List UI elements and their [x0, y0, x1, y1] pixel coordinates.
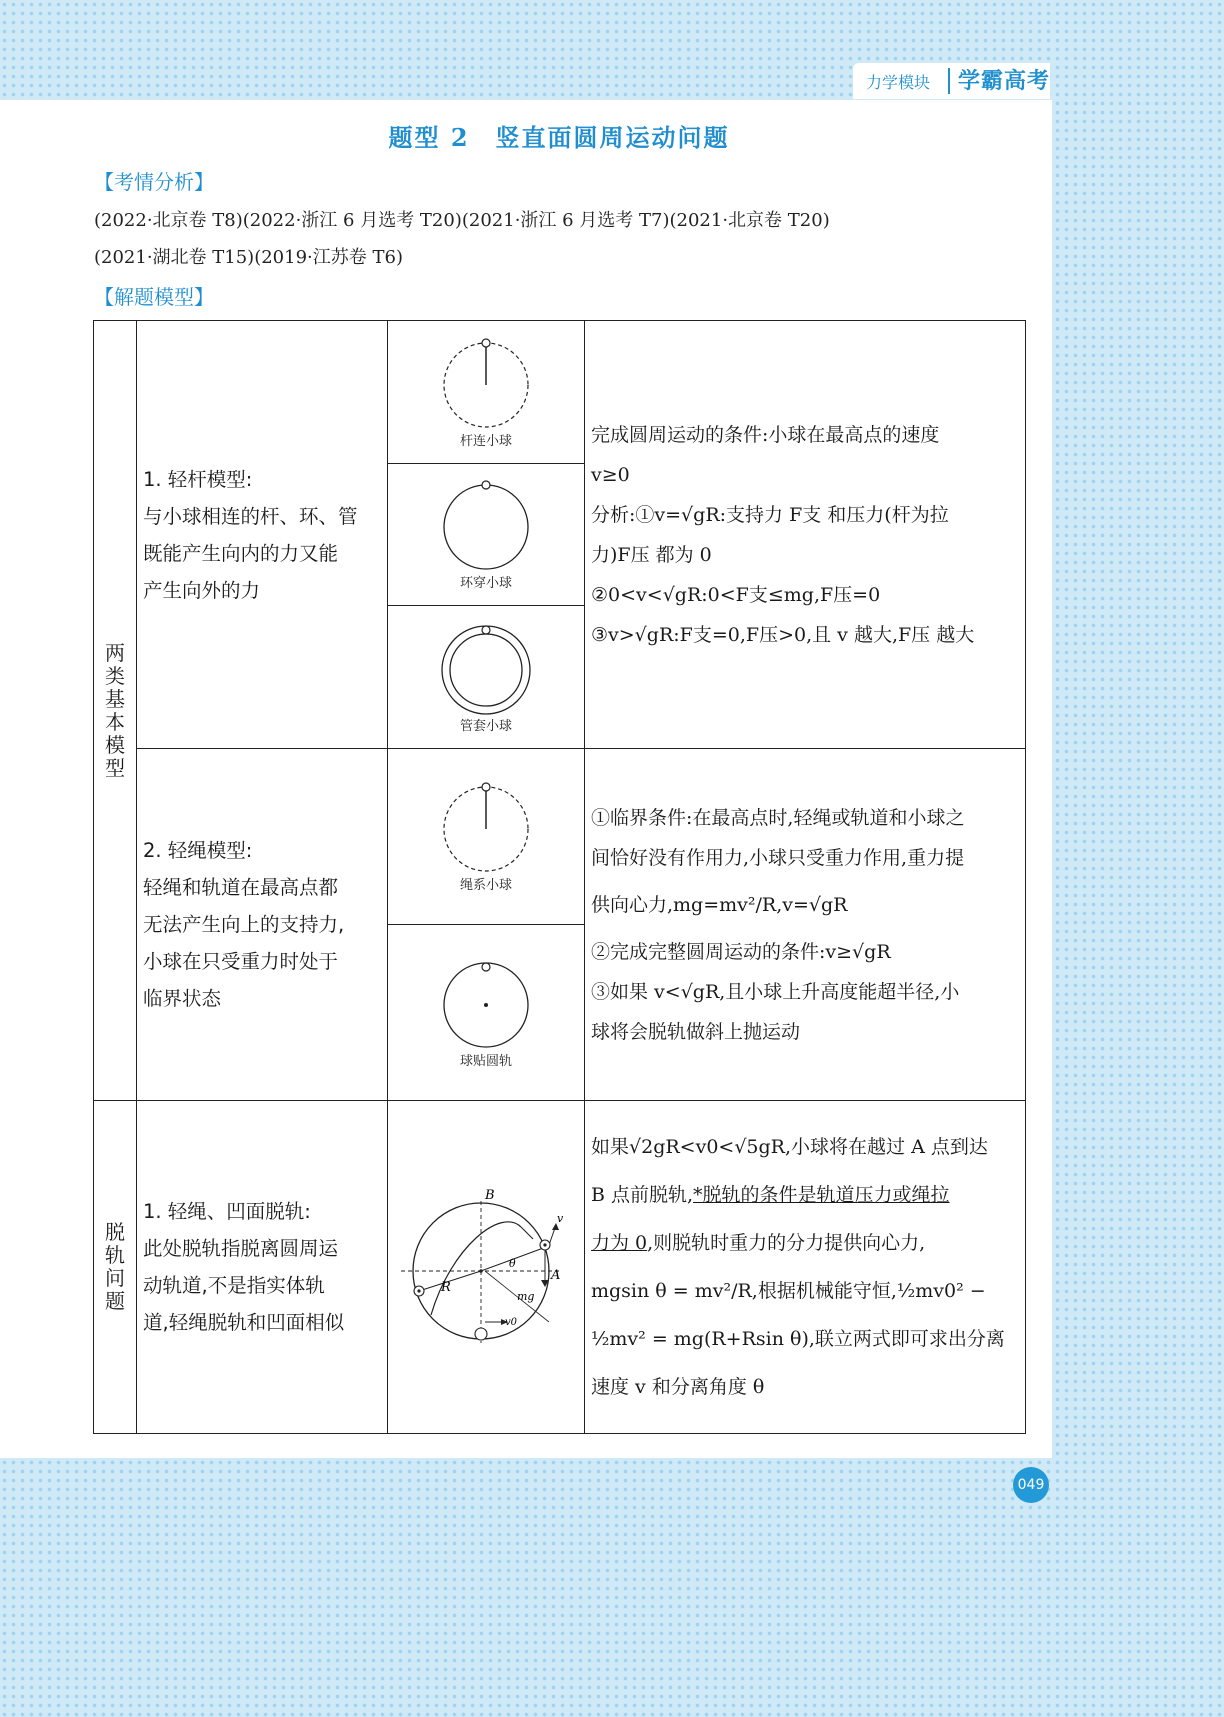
model-table — [93, 320, 1026, 1434]
rod-model-text-1: 与小球相连的杆、环、管 — [143, 504, 358, 528]
exam-refs-line-2: (2021·湖北卷 T15)(2019·江苏卷 T6) — [94, 247, 403, 268]
category-basic-models-label: 两类基本模型 — [105, 640, 125, 780]
derailment-description — [137, 1101, 388, 1434]
derail-analysis-line-3b: ,则脱轨时重力的分力提供向心力, — [647, 1232, 926, 1254]
section-analysis-heading: 【考情分析】 — [94, 170, 214, 194]
rope-ball-diagram — [431, 780, 541, 876]
derailment-diagram — [401, 1187, 571, 1347]
figure-rod-ball — [388, 321, 585, 464]
category-derailment-label: 脱轨问题 — [105, 1220, 125, 1313]
rod-model-title: 1. 轻杆模型: — [143, 467, 253, 491]
figure-ring-ball — [388, 464, 585, 606]
rope-analysis-line-5: ③如果 v<√gR,且小球上升高度能超半径,小 — [591, 980, 960, 1003]
rope-analysis-line-2: 间恰好没有作用力,小球只受重力作用,重力提 — [591, 846, 965, 869]
rod-analysis-line-4: 力)F压 都为 0 — [591, 543, 712, 566]
figure-derailment — [388, 1101, 585, 1434]
rod-model-text-3: 产生向外的力 — [143, 578, 261, 602]
derail-condition-highlight-a: *脱轨的条件是轨道压力或绳拉 — [693, 1184, 950, 1206]
rope-analysis-line-1: ①临界条件:在最高点时,轻绳或轨道和小球之 — [591, 806, 965, 829]
rod-analysis-line-6: ③v>√gR:F支=0,F压>0,且 v 越大,F压 越大 — [591, 623, 975, 646]
derailment-title: 1. 轻绳、凹面脱轨: — [143, 1200, 311, 1223]
rod-analysis-line-3: 分析:①v=√gR:支持力 F支 和压力(杆为拉 — [591, 503, 949, 526]
figure-rope-ball — [388, 749, 585, 925]
label-B: B — [485, 1188, 495, 1203]
derail-analysis-line-1: 如果√2gR<v0<√5gR,小球将在越过 A 点到达 — [591, 1136, 988, 1158]
label-mg: mg — [517, 1290, 535, 1303]
rod-analysis-line-5: ②0<v<√gR:0<F支≤mg,F压=0 — [591, 583, 881, 606]
caption-track-ball: 球贴圆轨 — [459, 1054, 512, 1069]
derail-analysis-line-2 — [591, 1171, 1021, 1219]
section-model-heading: 【解题模型】 — [94, 285, 214, 309]
category-derailment — [94, 1101, 137, 1434]
derailment-text-1: 此处脱轨指脱离圆周运 — [143, 1237, 339, 1260]
category-basic-models — [94, 321, 137, 1101]
caption-ring-ball: 环穿小球 — [459, 576, 512, 591]
derailment-text-3: 道,轻绳脱轨和凹面相似 — [143, 1311, 345, 1334]
ring-ball-diagram — [431, 478, 541, 574]
rope-model-text-1: 轻绳和轨道在最高点都 — [143, 876, 339, 899]
derail-analysis-line-4: mgsin θ = mv²/R,根据机械能守恒,½mv0² − — [591, 1280, 986, 1302]
caption-rope-ball: 绳系小球 — [459, 878, 512, 893]
derailment-analysis — [585, 1101, 1026, 1434]
rope-model-analysis — [585, 749, 1026, 1101]
caption-tube-ball: 管套小球 — [459, 718, 512, 734]
exam-refs-line-1: (2022·北京卷 T8)(2022·浙江 6 月选考 T20)(2021·浙江 6 月选考 T7)(2021·北京卷 T20) — [94, 210, 830, 231]
header-divider — [948, 68, 950, 94]
rod-analysis-line-2: v≥0 — [591, 463, 630, 486]
label-v: v — [557, 1212, 564, 1225]
rod-model-description — [137, 321, 388, 749]
derail-analysis-line-3 — [591, 1219, 1021, 1267]
derail-analysis-line-5: ½mv² = mg(R+Rsin θ),联立两式即可求出分离 — [591, 1328, 1005, 1350]
rope-model-description — [137, 749, 388, 1101]
rope-model-text-2: 无法产生向上的支持力, — [143, 913, 345, 936]
rope-model-text-3: 小球在只受重力时处于 — [143, 950, 339, 973]
track-ball-diagram — [431, 956, 541, 1052]
label-v0: v0 — [505, 1317, 518, 1328]
page-title: 题型 2 竖直面圆周运动问题 — [388, 123, 730, 152]
rope-model-text-4: 临界状态 — [143, 987, 222, 1010]
rope-analysis-line-3: 供向心力,mg=mv²/R,v=√gR — [591, 893, 848, 916]
rope-model-title: 2. 轻绳模型: — [143, 839, 253, 862]
page-number-badge: 049 — [1013, 1467, 1049, 1503]
derail-analysis-line-6: 速度 v 和分离角度 θ — [591, 1376, 765, 1398]
derail-condition-highlight-b: 力为 0 — [591, 1232, 648, 1254]
header-brand-logo: 学霸高考 — [958, 69, 1051, 94]
rod-ball-diagram — [431, 336, 541, 432]
rope-analysis-line-4: ②完成完整圆周运动的条件:v≥√gR — [591, 940, 891, 963]
caption-rod-ball: 杆连小球 — [459, 433, 512, 449]
figure-track-ball — [388, 925, 585, 1101]
rod-model-analysis — [585, 321, 1026, 749]
label-A: A — [551, 1268, 561, 1283]
header-module: 力学模块 — [866, 73, 931, 92]
figure-tube-ball — [388, 606, 585, 749]
label-R: R — [441, 1280, 451, 1295]
rod-analysis-line-1: 完成圆周运动的条件:小球在最高点的速度 — [591, 423, 940, 446]
tube-ball-diagram — [431, 621, 541, 717]
rod-model-text-2: 既能产生向内的力又能 — [143, 541, 339, 565]
label-theta: θ — [509, 1257, 516, 1270]
derail-analysis-line-2a: B 点前脱轨, — [591, 1184, 694, 1206]
rope-analysis-line-6: 球将会脱轨做斜上抛运动 — [591, 1020, 801, 1043]
derailment-text-2: 动轨道,不是指实体轨 — [143, 1274, 325, 1297]
